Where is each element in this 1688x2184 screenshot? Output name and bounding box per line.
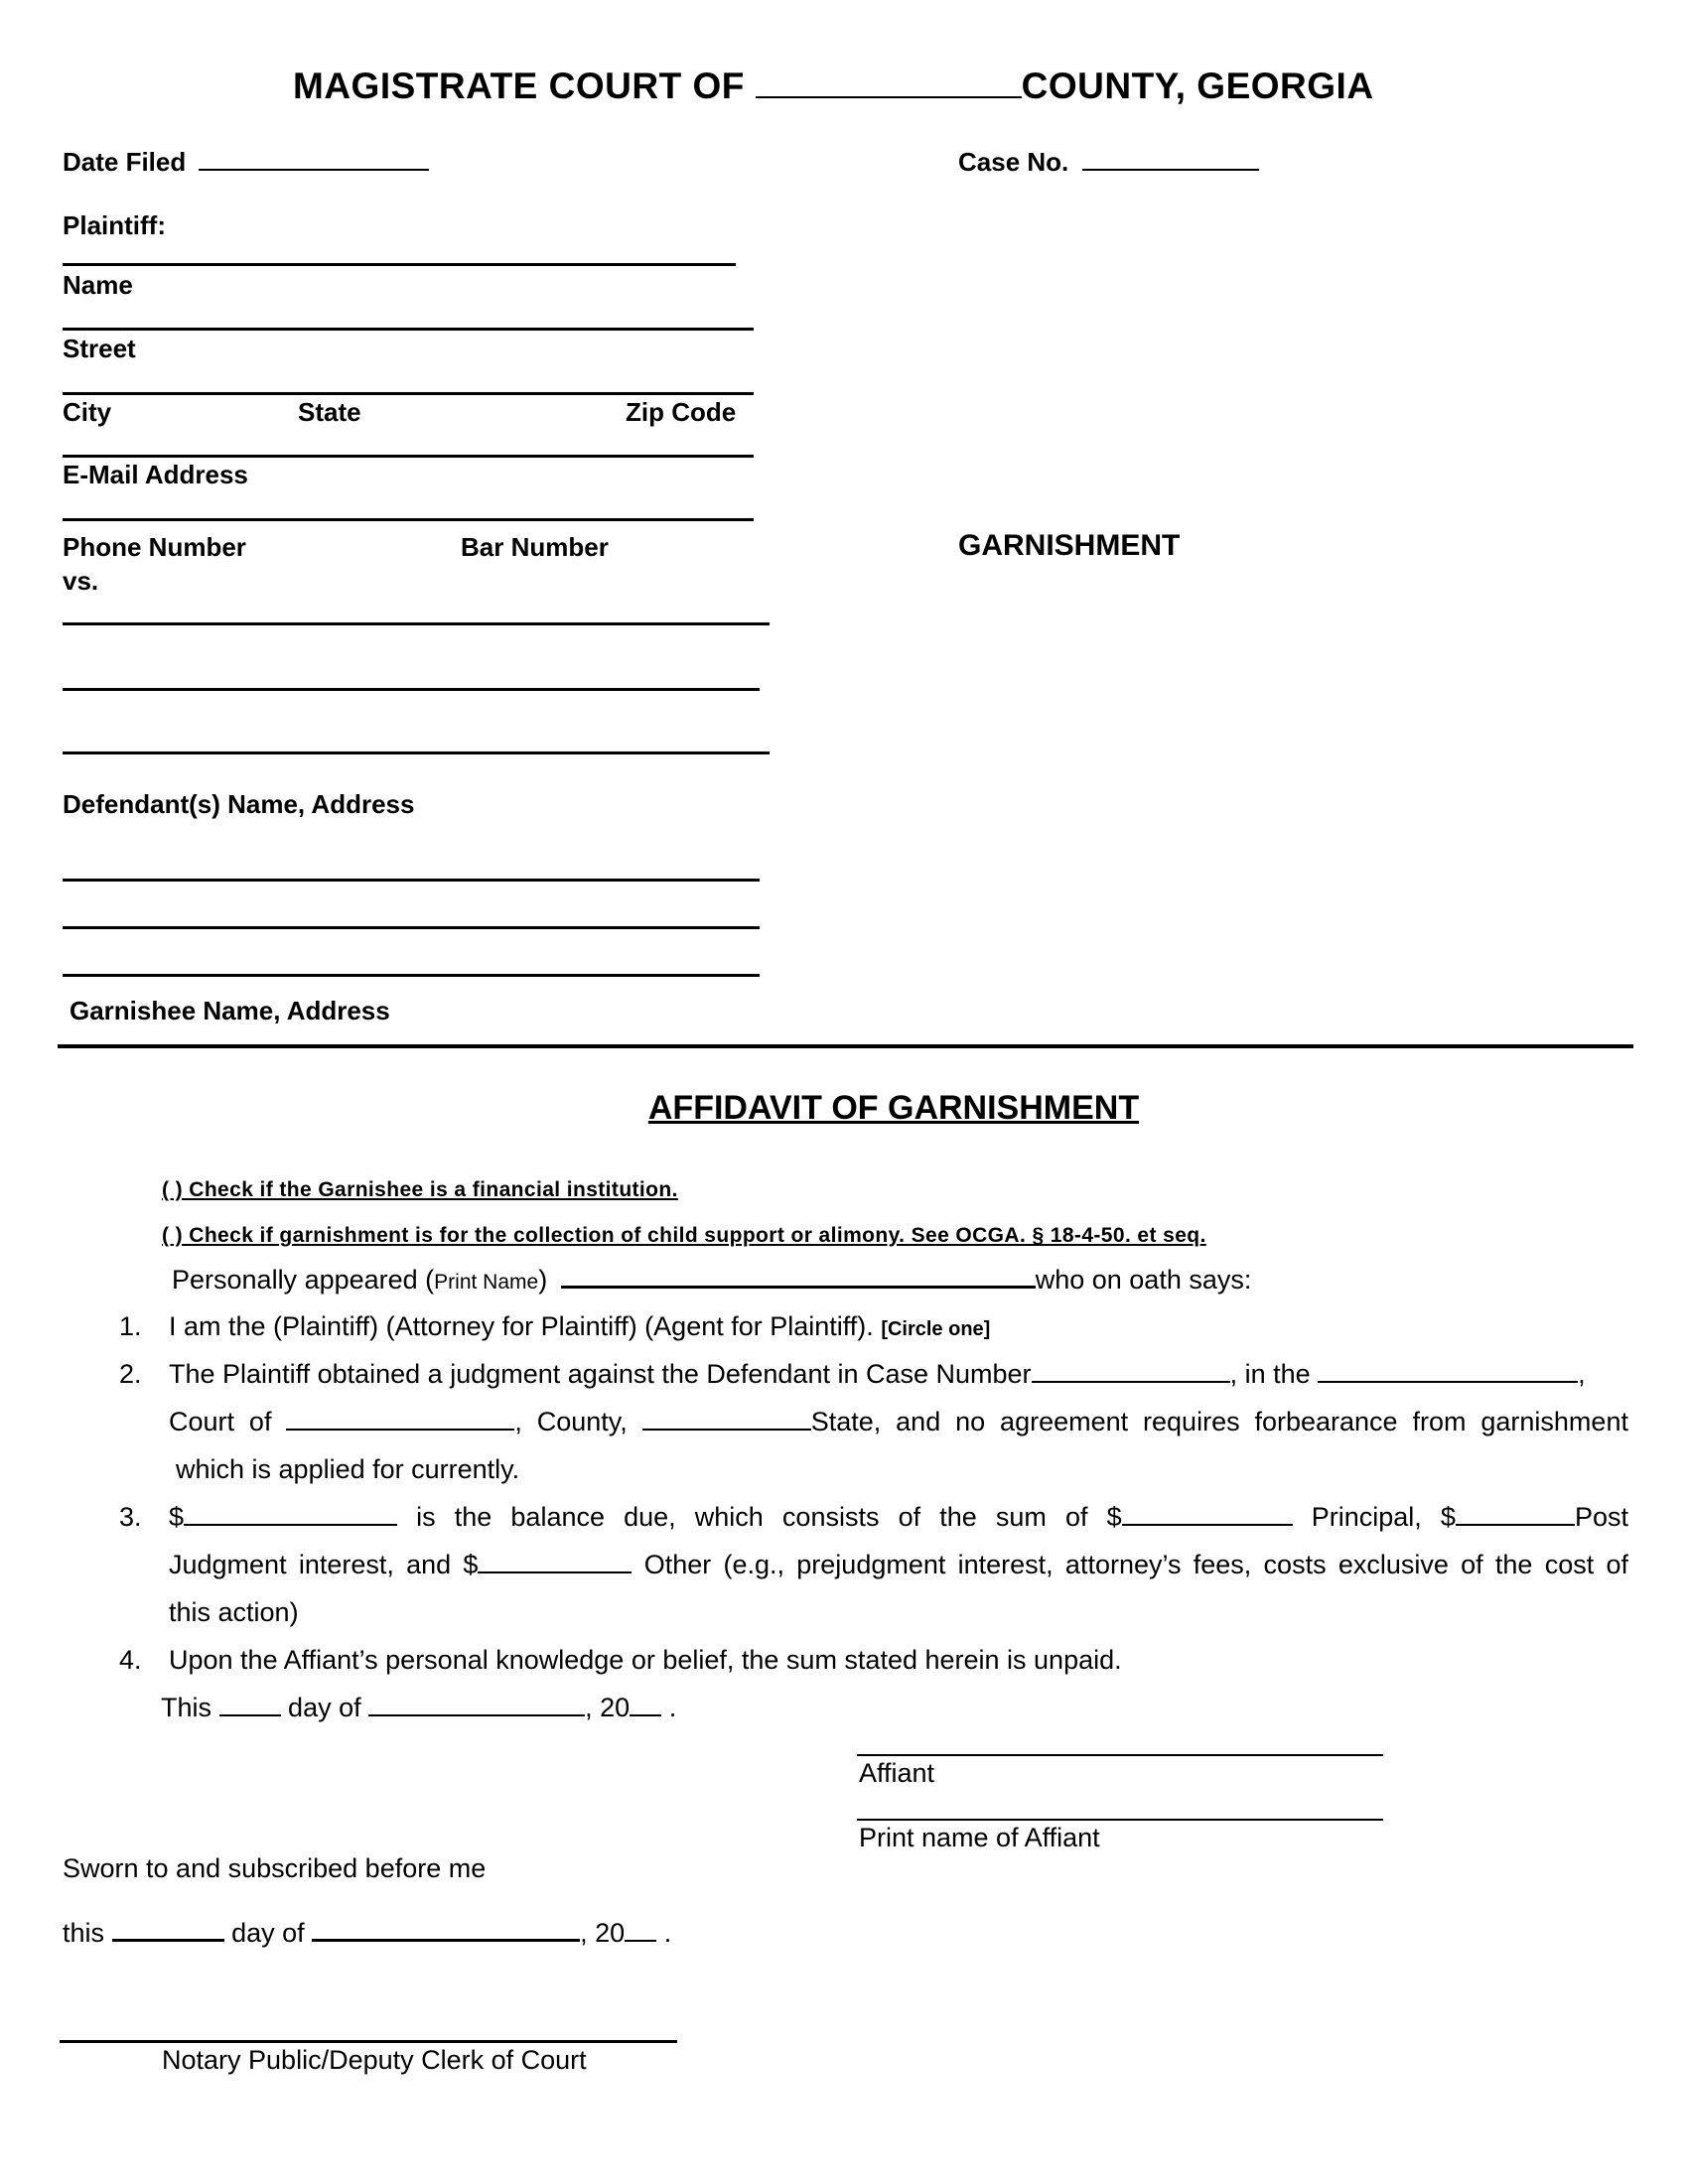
date-filed-field[interactable]: [199, 147, 429, 171]
item-3-line-1: [169, 1502, 1628, 1533]
item-2-line-2: [169, 1407, 1628, 1437]
plaintiff-city-line[interactable]: [63, 392, 754, 395]
case-type-title: GARNISHMENT: [958, 529, 1181, 562]
circle-one-note: [Circle one]: [881, 1318, 991, 1340]
personally-appeared: [172, 1264, 1251, 1296]
appeared-close: ): [538, 1265, 548, 1295]
case-no: [958, 147, 1259, 178]
affidavit-day-field[interactable]: [219, 1693, 281, 1716]
item-3-f: Other (e.g., prejudgment interest, attorney’s fees, costs exclusive of the cost of: [643, 1550, 1628, 1579]
street-label: Street: [63, 334, 136, 363]
period: .: [668, 1693, 677, 1722]
plaintiff-phone-line[interactable]: [63, 518, 754, 521]
item-4-text: Upon the Affiant’s personal knowledge or belief, the sum stated herein is unpaid.: [169, 1645, 1122, 1675]
year-label: , 20: [585, 1693, 631, 1722]
date-filed: [63, 147, 429, 178]
notary-label: Notary Public/Deputy Clerk of Court: [162, 2045, 587, 2075]
plaintiff-title: Plaintiff:: [63, 210, 166, 240]
sworn-this-label: this: [63, 1918, 105, 1948]
item-2-line-1: [169, 1359, 1586, 1390]
item-3-number: 3.: [119, 1502, 142, 1532]
sworn-day-field[interactable]: [112, 1917, 224, 1942]
print-affiant-line[interactable]: [857, 1819, 1383, 1821]
case-number-field[interactable]: [1032, 1359, 1230, 1383]
bar-label: Bar Number: [461, 532, 609, 562]
name-label: Name: [63, 270, 133, 300]
item-2-f: State, and no agreement requires forbearance from garnishment: [810, 1407, 1628, 1436]
affidavit-title: AFFIDAVIT OF GARNISHMENT: [647, 1089, 1140, 1127]
phone-label: Phone Number: [63, 532, 246, 562]
judgment-interest-text: Judgment interest, and $: [169, 1550, 479, 1579]
sworn-year-field[interactable]: [625, 1918, 656, 1942]
defendant-line-1[interactable]: [63, 622, 770, 625]
item-2-d: Court of: [169, 1407, 272, 1436]
day-of-label: day of: [288, 1693, 361, 1722]
vs-label: vs.: [63, 566, 99, 596]
case-no-label: Case No.: [958, 147, 1069, 177]
sworn-text: Sworn to and subscribed before me: [63, 1853, 487, 1883]
affiant-name-field[interactable]: [561, 1264, 1036, 1289]
financial-institution-check[interactable]: ( ) Check if the Garnishee is a financial institution.: [162, 1178, 678, 1201]
appeared-prefix: Personally appeared (: [172, 1265, 435, 1295]
affiant-signature-line[interactable]: [857, 1754, 1383, 1756]
state-label: State: [298, 397, 361, 427]
balance-dollar-sign: $: [169, 1502, 185, 1532]
date-filed-label: Date Filed: [63, 147, 187, 177]
case-no-field[interactable]: [1082, 147, 1259, 171]
court-suffix: COUNTY, GEORGIA: [1021, 66, 1374, 106]
affidavit-date-line: [161, 1693, 676, 1723]
plaintiff-street-line[interactable]: [63, 328, 754, 331]
garnishee-line-2[interactable]: [63, 926, 760, 929]
appeared-suffix: who on oath says:: [1035, 1265, 1252, 1295]
defendant-label: Defendant(s) Name, Address: [63, 789, 415, 819]
sworn-period: .: [663, 1918, 672, 1948]
garnishee-line-1[interactable]: [63, 879, 760, 882]
defendant-line-3[interactable]: [63, 751, 770, 754]
court-name-field[interactable]: [1318, 1359, 1578, 1383]
principal-field[interactable]: [1122, 1502, 1293, 1526]
plaintiff-email-line[interactable]: [63, 455, 754, 458]
item-3-line-3: this action): [169, 1597, 299, 1627]
post-judgment-field[interactable]: [1456, 1502, 1575, 1526]
email-label: E-Mail Address: [63, 460, 248, 489]
item-1-number: 1.: [119, 1311, 142, 1341]
appeared-print-name: Print Name: [434, 1271, 539, 1294]
item-2-line-3: which is applied for currently.: [176, 1454, 520, 1484]
garnishee-label: Garnishee Name, Address: [70, 996, 390, 1025]
item-3-line-2: [169, 1550, 1628, 1580]
court-title: [293, 66, 1374, 107]
other-amount-field[interactable]: [478, 1550, 632, 1573]
item-3-d: Post: [1574, 1502, 1628, 1532]
county-blank[interactable]: [756, 67, 1022, 98]
item-2-c: ,: [1578, 1359, 1586, 1389]
item-2-a: The Plaintiff obtained a judgment against the Defendant in Case Number: [169, 1359, 1032, 1389]
affidavit-year-field[interactable]: [630, 1693, 661, 1716]
affidavit-month-field[interactable]: [368, 1693, 585, 1716]
sworn-date-line: [63, 1917, 671, 1949]
zip-label: Zip Code: [626, 397, 737, 427]
sworn-month-field[interactable]: [312, 1917, 580, 1942]
sworn-day-of-label: day of: [231, 1918, 305, 1948]
item-2-b: , in the: [1229, 1359, 1311, 1389]
item-1-body: I am the (Plaintiff) (Attorney for Plaintiff) (Agent for Plaintiff).: [169, 1311, 874, 1341]
city-label: City: [63, 397, 112, 427]
sworn-year-label: , 20: [580, 1918, 626, 1948]
plaintiff-name-line[interactable]: [63, 263, 736, 266]
garnishee-line-3[interactable]: [63, 974, 760, 977]
county-field[interactable]: [642, 1407, 811, 1431]
item-2-e: , County,: [514, 1407, 628, 1436]
item-3-a: [169, 1502, 397, 1532]
court-prefix: MAGISTRATE COURT OF: [293, 66, 745, 106]
item-3-e: [169, 1550, 632, 1579]
this-label: This: [161, 1693, 212, 1722]
balance-field[interactable]: [184, 1502, 397, 1526]
defendant-line-2[interactable]: [63, 688, 760, 691]
item-4-number: 4.: [119, 1645, 142, 1675]
court-county-field[interactable]: [286, 1407, 514, 1431]
notary-signature-line[interactable]: [60, 2040, 677, 2043]
item-3-c: Principal, $: [1311, 1502, 1456, 1532]
child-support-check[interactable]: ( ) Check if garnishment is for the collection of child support or alimony. See OCGA. § 18-4-50. et seq.: [162, 1224, 1206, 1247]
section-divider: [58, 1044, 1633, 1048]
affiant-label: Affiant: [859, 1758, 935, 1788]
print-affiant-label: Print name of Affiant: [859, 1823, 1100, 1852]
item-3-b: is the balance due, which consists of the sum of $: [416, 1502, 1122, 1532]
item-1-text: [169, 1311, 990, 1342]
item-2-number: 2.: [119, 1359, 142, 1389]
